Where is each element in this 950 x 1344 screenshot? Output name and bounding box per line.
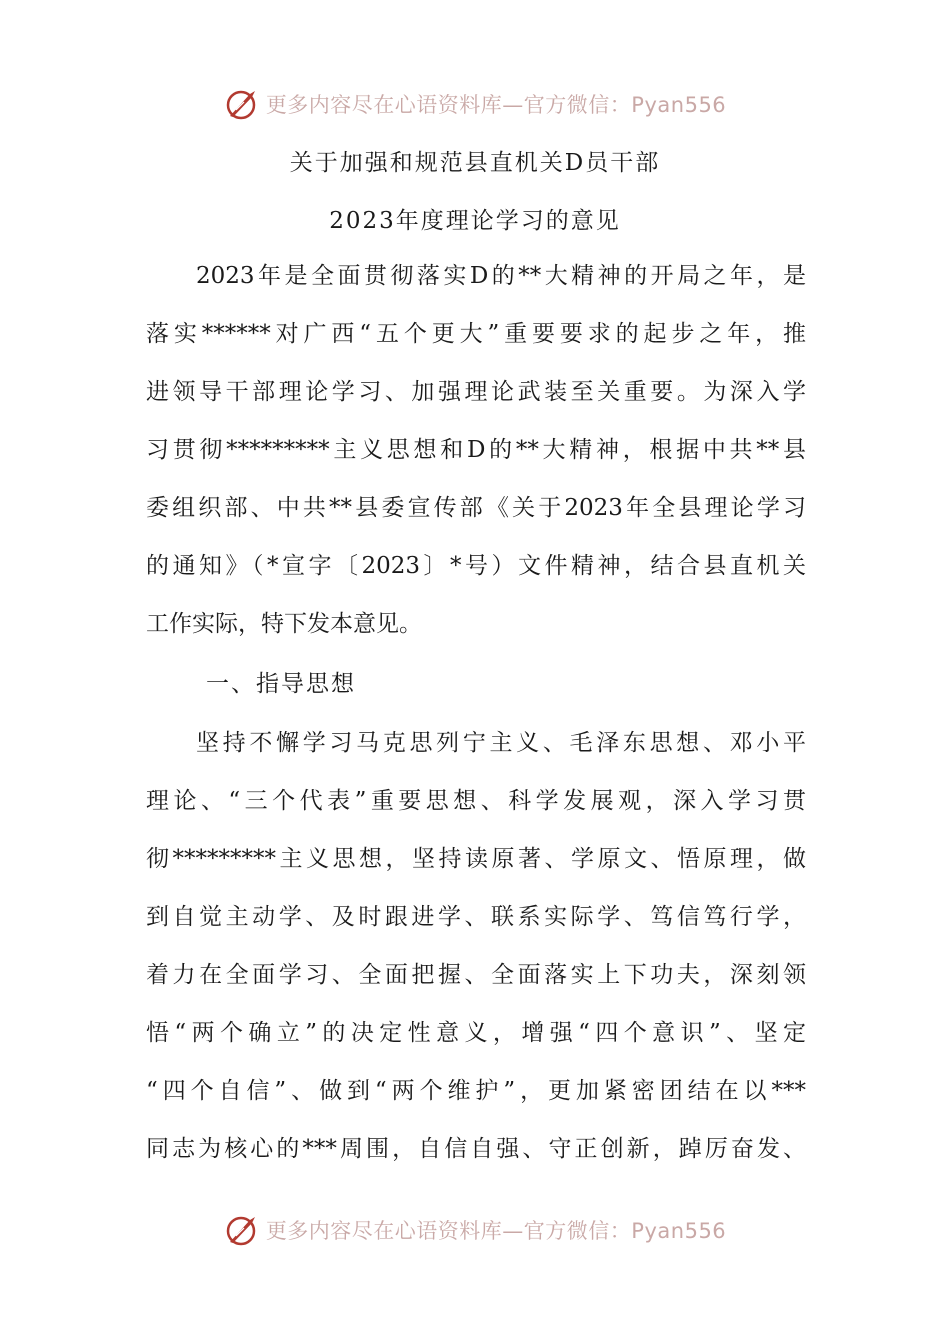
- watermark-banner-bottom: [0, 1210, 950, 1250]
- paragraph-line: 同志为核心的***周围，自信自强、守正创新，踔厉奋发、: [146, 1136, 806, 1162]
- quill-pen-logo-icon: [224, 1212, 260, 1248]
- paragraph-line: 委组织部、中共**县委宣传部《关于2023年全县理论学习: [146, 495, 806, 521]
- watermark-text: 更多内容尽在心语资料库—官方微信：Pyan556: [265, 1219, 727, 1243]
- paragraph-line: 彻*********主义思想，坚持读原著、学原文、悟原理，做: [146, 846, 806, 872]
- quill-pen-logo-icon: [224, 86, 260, 122]
- paragraph-line: 工作实际，特下发本意见。: [146, 611, 422, 637]
- paragraph-line: 理论、“三个代表”重要思想、科学发展观，深入学习贯: [146, 788, 806, 814]
- paragraph-line: 坚持不懈学习马克思列宁主义、毛泽东思想、邓小平: [196, 730, 806, 756]
- paragraph-line: 悟“两个确立”的决定性意义，增强“四个意识”、坚定: [146, 1020, 806, 1046]
- paragraph-line: 到自觉主动学、及时跟进学、联系实际学、笃信笃行学，: [146, 904, 806, 930]
- paragraph-line: “四个自信”、做到“两个维护”，更加紧密团结在以***: [146, 1078, 806, 1104]
- paragraph-line: 进领导干部理论学习、加强理论武装至关重要。为深入学: [146, 379, 806, 405]
- section-heading: 一、指导思想: [206, 671, 356, 697]
- watermark-text: 更多内容尽在心语资料库—官方微信：Pyan556: [265, 93, 727, 117]
- paragraph-line: 着力在全面学习、全面把握、全面落实上下功夫，深刻领: [146, 962, 806, 988]
- paragraph-line: 落实******对广西“五个更大”重要要求的起步之年，推: [146, 321, 806, 347]
- paragraph-line: 2023年是全面贯彻落实D的**大精神的开局之年，是: [196, 263, 806, 289]
- paragraph-line: 的通知》（*宣字〔2023〕*号）文件精神，结合县直机关: [146, 553, 806, 579]
- watermark-banner-top: [0, 84, 950, 124]
- document-title-line2: 2023年度理论学习的意见: [329, 208, 621, 234]
- paragraph-line: 习贯彻*********主义思想和D的**大精神，根据中共**县: [146, 437, 806, 463]
- document-title-line1: 关于加强和规范县直机关D员干部: [289, 150, 661, 176]
